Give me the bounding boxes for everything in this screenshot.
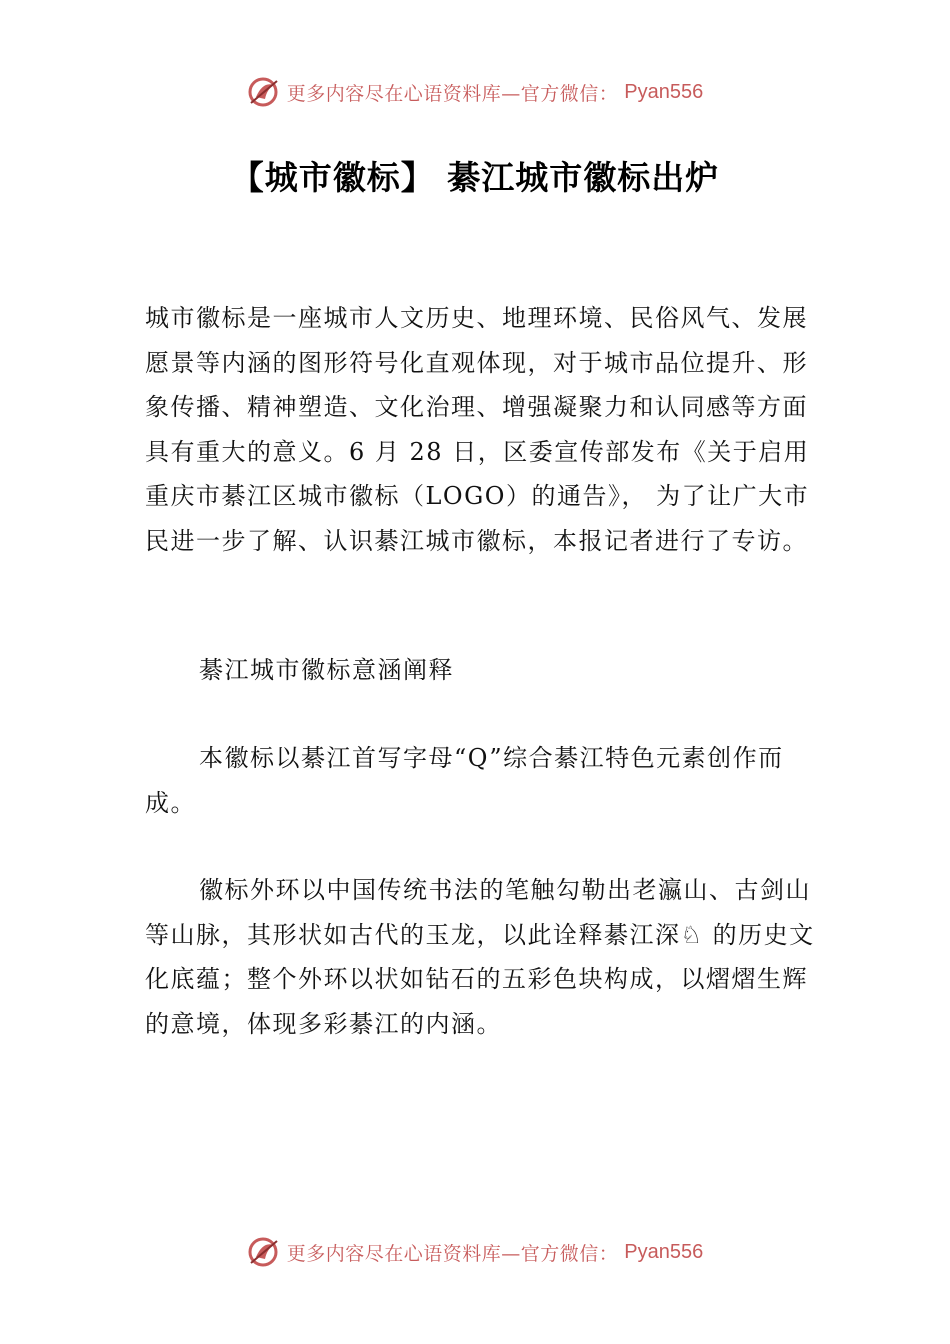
document-title: 【城市徽标】 綦江城市徽标出炉 (230, 158, 720, 197)
brand-logo-icon (247, 1235, 281, 1269)
banner-wechat-id: Pyan556 (624, 1240, 704, 1263)
paragraph-logo-ring: 徽标外环以中国传统书法的笔触勾勒出老瀛山、古剑山等山脉，其形状如古代的玉龙，以此诠释綦江深♘ 的历史文化底蕴；整个外环以状如钻石的五彩色块构成，以熠熠生辉的意境，体现多彩綦江的内涵。 (145, 876, 815, 1038)
header-banner (0, 72, 950, 112)
footer-banner (0, 1232, 950, 1272)
banner-text: 更多内容尽在心语资料库—官方微信： (286, 1242, 619, 1265)
banner-text: 更多内容尽在心语资料库—官方微信： (286, 82, 619, 105)
banner-wechat-id: Pyan556 (624, 80, 704, 103)
section-heading: 綦江城市徽标意涵阐释 (199, 656, 454, 684)
paragraph-intro: 城市徽标是一座城市人文历史、地理环境、民俗风气、发展愿景等内涵的图形符号化直观体现，对于城市品位提升、形象传播、精神塑造、文化治理、增强凝聚力和认同感等方面具有重大的意义。6 月 28 日，区委宣传部发布《关于启用重庆市綦江区城市徽标（LOGO）的通告》， 为了让广大市民进一步了解、认识綦江城市徽标，本报记者进行了专访。 (145, 304, 810, 555)
paragraph-logo-origin: 本徽标以綦江首写字母“Q”综合綦江特色元素创作而成。 (145, 744, 784, 817)
brand-logo-icon (247, 75, 281, 109)
